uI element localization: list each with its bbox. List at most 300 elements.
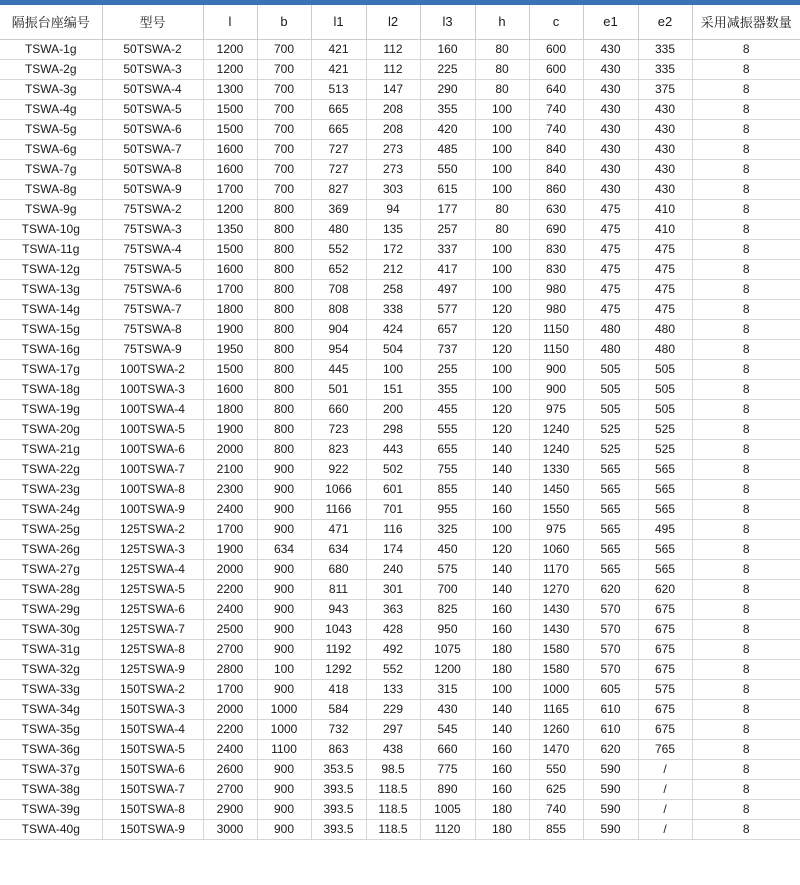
table-cell: 1550 (529, 499, 583, 519)
table-row (0, 39, 800, 59)
table-cell: 125TSWA-7 (102, 619, 203, 639)
table-cell: 2200 (203, 719, 257, 739)
table-cell: 410 (638, 199, 692, 219)
table-cell: 1043 (311, 619, 366, 639)
table-cell: 900 (257, 679, 311, 699)
table-cell: 8 (692, 459, 800, 479)
table-cell: 475 (638, 239, 692, 259)
table-cell: 675 (638, 719, 692, 739)
table-cell: 900 (257, 639, 311, 659)
table-cell: 975 (529, 399, 583, 419)
table-cell: 2700 (203, 639, 257, 659)
table-cell: 652 (311, 259, 366, 279)
table-cell: 80 (475, 199, 529, 219)
table-cell: 471 (311, 519, 366, 539)
table-cell: 430 (583, 119, 638, 139)
table-cell: 1500 (203, 239, 257, 259)
table-cell: 600 (529, 59, 583, 79)
table-cell: TSWA-6g (0, 139, 102, 159)
table-cell: 118.5 (366, 799, 420, 819)
table-cell: 1800 (203, 299, 257, 319)
table-cell: 863 (311, 739, 366, 759)
table-cell: 584 (311, 699, 366, 719)
table-cell: 525 (583, 439, 638, 459)
table-cell: 140 (475, 459, 529, 479)
table-cell: 1580 (529, 659, 583, 679)
table-cell: 1240 (529, 419, 583, 439)
column-header-l2: l2 (366, 5, 420, 39)
table-cell: 701 (366, 499, 420, 519)
table-cell: 430 (638, 139, 692, 159)
table-cell: TSWA-36g (0, 739, 102, 759)
table-row (0, 659, 800, 679)
table-row (0, 679, 800, 699)
table-cell: 475 (583, 239, 638, 259)
table-cell: 8 (692, 359, 800, 379)
table-cell: 727 (311, 139, 366, 159)
table-cell: 430 (583, 159, 638, 179)
table-cell: 1600 (203, 379, 257, 399)
table-cell: 550 (529, 759, 583, 779)
table-cell: 100 (366, 359, 420, 379)
table-cell: 570 (583, 599, 638, 619)
table-cell: 475 (638, 259, 692, 279)
table-cell: 2000 (203, 699, 257, 719)
table-row (0, 59, 800, 79)
table-cell: 732 (311, 719, 366, 739)
table-cell: 147 (366, 79, 420, 99)
table-cell: 565 (583, 539, 638, 559)
table-cell: 800 (257, 259, 311, 279)
table-cell: TSWA-3g (0, 79, 102, 99)
table-cell: 8 (692, 39, 800, 59)
table-cell: 1300 (203, 79, 257, 99)
table-cell: 955 (420, 499, 475, 519)
table-cell: 151 (366, 379, 420, 399)
table-row (0, 319, 800, 339)
table-cell: 620 (638, 579, 692, 599)
table-cell: 8 (692, 199, 800, 219)
table-cell: 369 (311, 199, 366, 219)
table-cell: 75TSWA-6 (102, 279, 203, 299)
table-cell: 840 (529, 139, 583, 159)
table-cell: 424 (366, 319, 420, 339)
table-cell: 475 (638, 279, 692, 299)
table-cell: 120 (475, 299, 529, 319)
table-cell: 480 (638, 319, 692, 339)
table-cell: 8 (692, 559, 800, 579)
table-row (0, 119, 800, 139)
table-cell: 98.5 (366, 759, 420, 779)
table-cell: 1800 (203, 399, 257, 419)
table-cell: 830 (529, 239, 583, 259)
table-cell: 100 (475, 179, 529, 199)
table-cell: 297 (366, 719, 420, 739)
table-cell: 325 (420, 519, 475, 539)
table-row (0, 179, 800, 199)
table-cell: 922 (311, 459, 366, 479)
table-cell: 290 (420, 79, 475, 99)
table-cell: 2400 (203, 599, 257, 619)
table-cell: 8 (692, 319, 800, 339)
table-cell: 700 (257, 179, 311, 199)
table-cell: TSWA-23g (0, 479, 102, 499)
table-cell: 1450 (529, 479, 583, 499)
table-cell: 393.5 (311, 799, 366, 819)
table-cell: TSWA-34g (0, 699, 102, 719)
table-cell: 337 (420, 239, 475, 259)
table-cell: 565 (583, 459, 638, 479)
table-cell: 50TSWA-3 (102, 59, 203, 79)
table-cell: TSWA-18g (0, 379, 102, 399)
table-cell: 570 (583, 619, 638, 639)
table-cell: 100TSWA-2 (102, 359, 203, 379)
table-cell: 430 (583, 59, 638, 79)
table-cell: 800 (257, 299, 311, 319)
table-cell: 640 (529, 79, 583, 99)
table-cell: TSWA-8g (0, 179, 102, 199)
table-cell: 620 (583, 579, 638, 599)
table-cell: 8 (692, 419, 800, 439)
table-cell: 1700 (203, 279, 257, 299)
table-cell: 860 (529, 179, 583, 199)
table-cell: 1500 (203, 99, 257, 119)
table-row (0, 299, 800, 319)
table-cell: 353.5 (311, 759, 366, 779)
table-cell: 775 (420, 759, 475, 779)
table-cell: 8 (692, 339, 800, 359)
table-row (0, 259, 800, 279)
table-cell: 100 (475, 139, 529, 159)
table-cell: 943 (311, 599, 366, 619)
table-cell: 208 (366, 99, 420, 119)
table-cell: TSWA-14g (0, 299, 102, 319)
table-cell: 1000 (257, 699, 311, 719)
table-cell: 675 (638, 619, 692, 639)
table-cell: 2500 (203, 619, 257, 639)
table-cell: 620 (583, 739, 638, 759)
table-cell: 565 (583, 559, 638, 579)
table-cell: 565 (638, 499, 692, 519)
table-cell: / (638, 779, 692, 799)
table-cell: 258 (366, 279, 420, 299)
table-cell: 525 (638, 419, 692, 439)
table-cell: 740 (529, 99, 583, 119)
table-cell: 1066 (311, 479, 366, 499)
table-cell: 505 (583, 399, 638, 419)
table-cell: 375 (638, 79, 692, 99)
table-cell: 2600 (203, 759, 257, 779)
table-row (0, 619, 800, 639)
table-row (0, 379, 800, 399)
table-row (0, 159, 800, 179)
table-cell: 1200 (420, 659, 475, 679)
table-row (0, 359, 800, 379)
table-cell: 708 (311, 279, 366, 299)
table-cell: 1330 (529, 459, 583, 479)
table-cell: 492 (366, 639, 420, 659)
table-cell: 675 (638, 599, 692, 619)
table-cell: 1500 (203, 119, 257, 139)
table-cell: 8 (692, 279, 800, 299)
table-cell: 800 (257, 279, 311, 299)
table-cell: TSWA-22g (0, 459, 102, 479)
table-cell: 900 (257, 779, 311, 799)
table-cell: TSWA-11g (0, 239, 102, 259)
table-cell: 1580 (529, 639, 583, 659)
table-cell: 800 (257, 439, 311, 459)
table-cell: 125TSWA-4 (102, 559, 203, 579)
table-cell: 830 (529, 259, 583, 279)
table-cell: 601 (366, 479, 420, 499)
table-cell: 80 (475, 59, 529, 79)
column-header-damper-count: 采用减振器数量 (692, 5, 800, 39)
table-cell: TSWA-26g (0, 539, 102, 559)
table-cell: 100 (475, 279, 529, 299)
table-cell: 1005 (420, 799, 475, 819)
table-cell: 1150 (529, 339, 583, 359)
table-cell: 133 (366, 679, 420, 699)
table-cell: 120 (475, 399, 529, 419)
table-cell: 112 (366, 39, 420, 59)
table-cell: 80 (475, 79, 529, 99)
table-cell: 657 (420, 319, 475, 339)
table-cell: 700 (257, 59, 311, 79)
table-cell: 100 (475, 99, 529, 119)
table-cell: 1600 (203, 139, 257, 159)
table-cell: 430 (638, 179, 692, 199)
table-cell: 80 (475, 219, 529, 239)
table-cell: 590 (583, 779, 638, 799)
table-cell: TSWA-39g (0, 799, 102, 819)
table-cell: 2700 (203, 779, 257, 799)
table-cell: TSWA-37g (0, 759, 102, 779)
table-body (0, 39, 800, 839)
table-cell: 505 (583, 379, 638, 399)
table-cell: 1500 (203, 359, 257, 379)
table-cell: 2800 (203, 659, 257, 679)
table-cell: 1430 (529, 599, 583, 619)
table-cell: 840 (529, 159, 583, 179)
table-cell: 8 (692, 599, 800, 619)
table-cell: 1350 (203, 219, 257, 239)
table-cell: 75TSWA-4 (102, 239, 203, 259)
table-row (0, 99, 800, 119)
table-cell: 120 (475, 539, 529, 559)
table-cell: TSWA-32g (0, 659, 102, 679)
table-cell: 160 (475, 599, 529, 619)
table-row (0, 819, 800, 839)
table-cell: 180 (475, 799, 529, 819)
table-cell: 100TSWA-9 (102, 499, 203, 519)
table-cell: 257 (420, 219, 475, 239)
table-cell: 100 (475, 119, 529, 139)
table-cell: 8 (692, 639, 800, 659)
column-header-l1: l1 (311, 5, 366, 39)
table-cell: 177 (420, 199, 475, 219)
table-cell: 160 (420, 39, 475, 59)
table-cell: 225 (420, 59, 475, 79)
table-cell: 100 (475, 679, 529, 699)
table-cell: 8 (692, 399, 800, 419)
table-cell: TSWA-33g (0, 679, 102, 699)
column-header-e2: e2 (638, 5, 692, 39)
table-cell: 634 (257, 539, 311, 559)
table-row (0, 759, 800, 779)
table-cell: 120 (475, 419, 529, 439)
table-cell: 552 (311, 239, 366, 259)
table-cell: 140 (475, 439, 529, 459)
table-row (0, 539, 800, 559)
table-cell: 3000 (203, 819, 257, 839)
table-row (0, 339, 800, 359)
table-cell: 1060 (529, 539, 583, 559)
table-cell: 900 (257, 499, 311, 519)
table-cell: 430 (583, 139, 638, 159)
table-cell: 823 (311, 439, 366, 459)
table-cell: 150TSWA-9 (102, 819, 203, 839)
table-cell: 50TSWA-6 (102, 119, 203, 139)
table-cell: 417 (420, 259, 475, 279)
table-row (0, 399, 800, 419)
table-cell: 8 (692, 679, 800, 699)
table-cell: 800 (257, 319, 311, 339)
table-cell: 1075 (420, 639, 475, 659)
table-cell: 755 (420, 459, 475, 479)
table-cell: 8 (692, 519, 800, 539)
table-cell: 700 (257, 159, 311, 179)
table-cell: 120 (475, 339, 529, 359)
table-cell: 505 (583, 359, 638, 379)
table-cell: 480 (583, 319, 638, 339)
table-cell: 50TSWA-5 (102, 99, 203, 119)
table-cell: 811 (311, 579, 366, 599)
table-cell: 2000 (203, 439, 257, 459)
table-cell: 8 (692, 779, 800, 799)
table-cell: 8 (692, 239, 800, 259)
column-header-h: h (475, 5, 529, 39)
table-cell: 980 (529, 299, 583, 319)
table-row (0, 479, 800, 499)
table-cell: 505 (638, 399, 692, 419)
table-cell: 605 (583, 679, 638, 699)
table-row (0, 419, 800, 439)
table-cell: 200 (366, 399, 420, 419)
table-cell: 180 (475, 659, 529, 679)
table-cell: TSWA-10g (0, 219, 102, 239)
table-cell: 590 (583, 819, 638, 839)
table-cell: 443 (366, 439, 420, 459)
table-cell: 1700 (203, 679, 257, 699)
table-cell: 475 (583, 279, 638, 299)
table-cell: 980 (529, 279, 583, 299)
table-cell: TSWA-28g (0, 579, 102, 599)
column-header-l: l (203, 5, 257, 39)
table-cell: 502 (366, 459, 420, 479)
table-cell: / (638, 799, 692, 819)
table-cell: 1470 (529, 739, 583, 759)
table-cell: 50TSWA-2 (102, 39, 203, 59)
table-cell: 900 (257, 799, 311, 819)
table-cell: TSWA-13g (0, 279, 102, 299)
table-cell: 497 (420, 279, 475, 299)
table-cell: 100 (475, 359, 529, 379)
table-cell: 690 (529, 219, 583, 239)
table-cell: 8 (692, 159, 800, 179)
table-cell: 8 (692, 799, 800, 819)
table-cell: 900 (257, 759, 311, 779)
table-cell: 723 (311, 419, 366, 439)
table-cell: 565 (583, 519, 638, 539)
table-cell: 8 (692, 619, 800, 639)
table-cell: 630 (529, 199, 583, 219)
table-cell: 430 (583, 39, 638, 59)
table-cell: 504 (366, 339, 420, 359)
table-cell: 545 (420, 719, 475, 739)
table-cell: 700 (257, 99, 311, 119)
table-cell: 485 (420, 139, 475, 159)
table-cell: 140 (475, 699, 529, 719)
table-row (0, 499, 800, 519)
table-cell: 900 (257, 559, 311, 579)
table-cell: 125TSWA-8 (102, 639, 203, 659)
table-cell: 577 (420, 299, 475, 319)
table-cell: 1200 (203, 199, 257, 219)
table-cell: 8 (692, 299, 800, 319)
table-cell: 8 (692, 99, 800, 119)
table-cell: 428 (366, 619, 420, 639)
table-row (0, 139, 800, 159)
table-cell: 900 (257, 459, 311, 479)
table-cell: 75TSWA-5 (102, 259, 203, 279)
table-row (0, 459, 800, 479)
table-cell: 150TSWA-7 (102, 779, 203, 799)
table-cell: 445 (311, 359, 366, 379)
table-cell: 430 (420, 699, 475, 719)
table-cell: 475 (583, 219, 638, 239)
table-cell: 421 (311, 59, 366, 79)
table-cell: 8 (692, 379, 800, 399)
table-cell: 552 (366, 659, 420, 679)
table-cell: 100TSWA-8 (102, 479, 203, 499)
table-cell: 125TSWA-3 (102, 539, 203, 559)
table-cell: 700 (257, 119, 311, 139)
table-cell: 827 (311, 179, 366, 199)
table-cell: 8 (692, 659, 800, 679)
table-cell: 1700 (203, 179, 257, 199)
table-cell: / (638, 819, 692, 839)
table-cell: TSWA-20g (0, 419, 102, 439)
table-cell: TSWA-5g (0, 119, 102, 139)
table-cell: 150TSWA-6 (102, 759, 203, 779)
table-cell: 1000 (529, 679, 583, 699)
table-cell: 655 (420, 439, 475, 459)
table-cell: 800 (257, 359, 311, 379)
table-cell: 575 (638, 679, 692, 699)
table-cell: 8 (692, 819, 800, 839)
table-cell: 355 (420, 379, 475, 399)
table-cell: 430 (638, 99, 692, 119)
table-cell: 1900 (203, 419, 257, 439)
table-row (0, 779, 800, 799)
table-cell: 2100 (203, 459, 257, 479)
table-cell: 100 (475, 159, 529, 179)
table-cell: 100TSWA-7 (102, 459, 203, 479)
table-cell: 455 (420, 399, 475, 419)
table-cell: 180 (475, 819, 529, 839)
table-cell: 140 (475, 719, 529, 739)
table-row (0, 79, 800, 99)
